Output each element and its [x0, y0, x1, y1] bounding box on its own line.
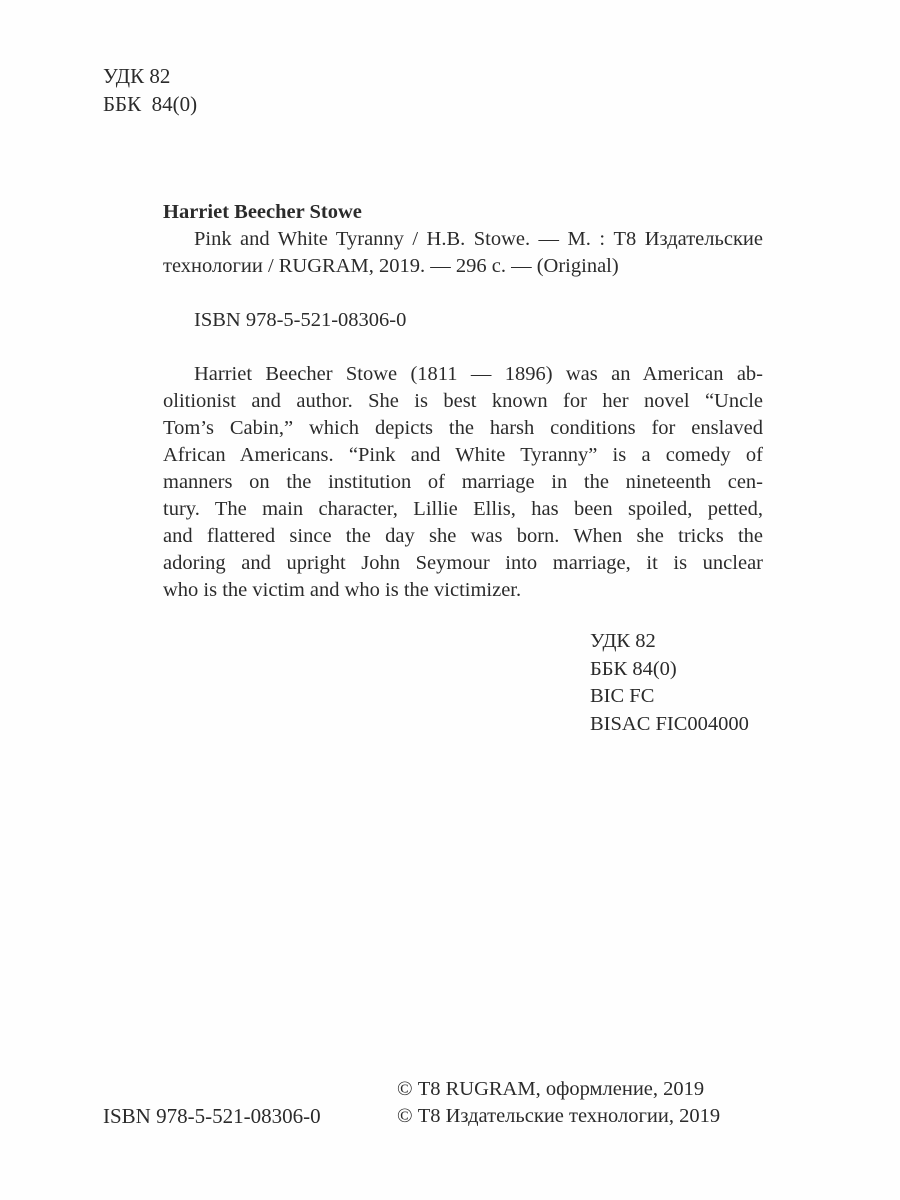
top-classification-codes: [103, 62, 197, 118]
annotation-line: adoring and upright John Seymour into marriage, it is unclear: [163, 552, 763, 574]
annotation-paragraph: [163, 361, 763, 604]
annotation-line: African Americans. “Pink and White Tyranny” is a comedy of: [163, 444, 763, 466]
annotation-line: olitionist and author. She is best known for her novel “Uncle: [163, 390, 763, 412]
bisac-code: BISAC FIC004000: [590, 712, 749, 735]
bbk-code: ББК 84(0): [103, 92, 198, 116]
annotation-line: tury. The main character, Lillie Ellis, has been spoiled, petted,: [163, 498, 763, 520]
catalog-line: Pink and White Tyranny / H.B. Stowe. — М. : Т8 Издательские: [194, 228, 763, 250]
udk-code: УДК 82: [103, 64, 171, 88]
bbk-code: ББК 84(0): [590, 657, 677, 680]
author-name: Harriet Beecher Stowe: [163, 201, 362, 223]
classification-codes-block: [590, 628, 749, 738]
bic-code: BIC FC: [590, 685, 655, 707]
catalog-line: технологии / RUGRAM, 2019. — 296 с. — (Original): [163, 255, 619, 277]
isbn-number: ISBN 978-5-521-08306-0: [194, 309, 407, 331]
catalog-card: [163, 199, 763, 604]
annotation-line: Harriet Beecher Stowe (1811 — 1896) was an American ab-: [194, 363, 763, 385]
annotation-line: who is the victim and who is the victimizer.: [163, 579, 522, 601]
copyright-line: © Т8 RUGRAM, оформление, 2019: [397, 1078, 705, 1100]
annotation-line: Tom’s Cabin,” which depicts the harsh conditions for enslaved: [163, 417, 763, 439]
annotation-line: manners on the institution of marriage in the nineteenth cen-: [163, 471, 763, 493]
copyright-block: [397, 1076, 720, 1130]
udk-code: УДК 82: [590, 630, 656, 652]
annotation-line: and flattered since the day she was born. When she tricks the: [163, 525, 763, 547]
footer-isbn: ISBN 978-5-521-08306-0: [103, 1104, 321, 1128]
copyright-line: © Т8 Издательские технологии, 2019: [397, 1105, 721, 1127]
